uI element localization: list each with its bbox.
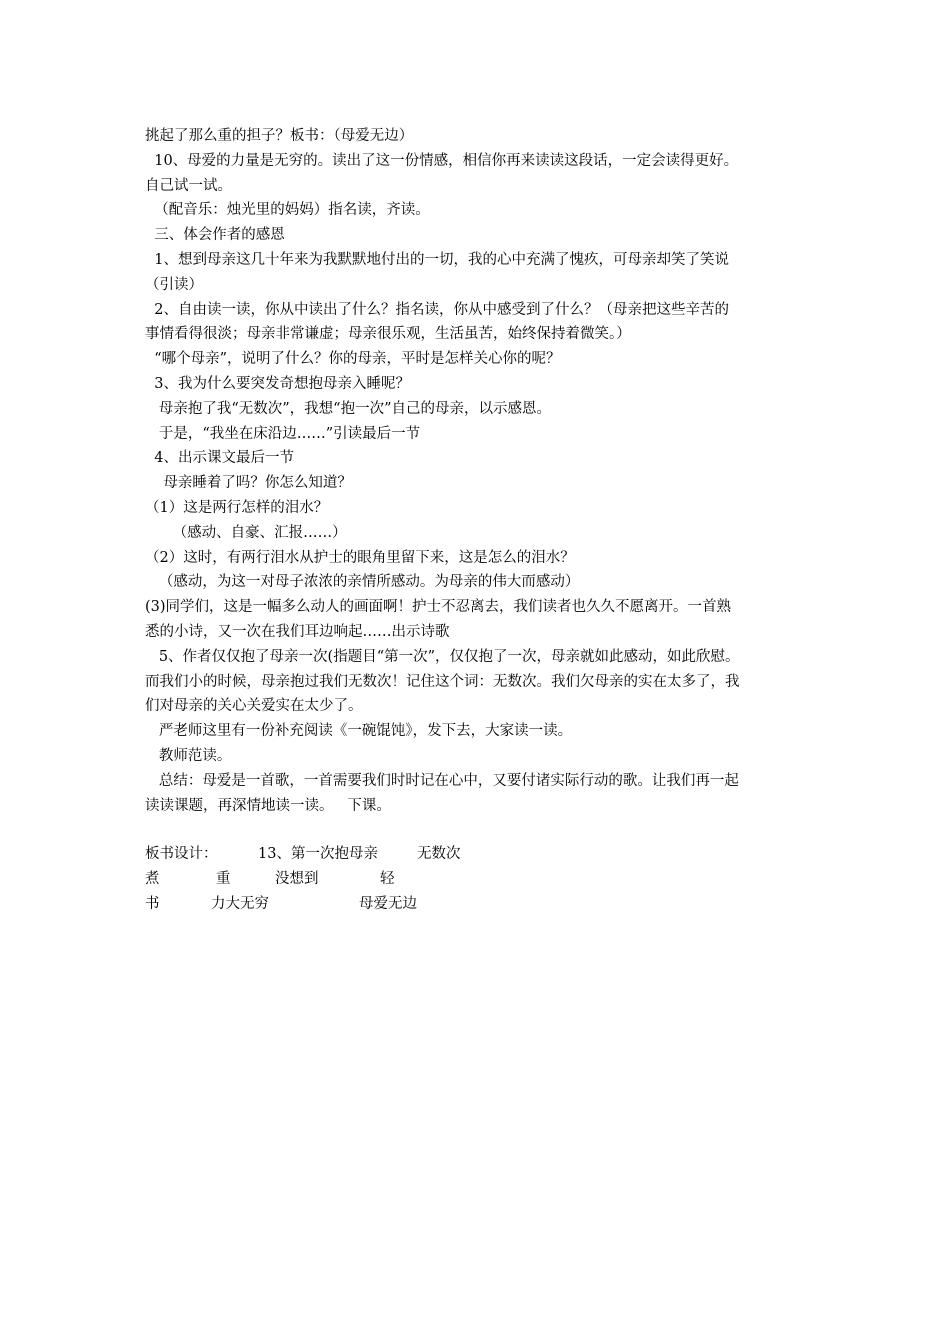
board-word: 无数次: [417, 846, 461, 863]
text-line: 母亲睡着了吗？你怎么知道？: [145, 475, 352, 492]
text-line: 3、我为什么要突发奇想抱母亲入睡呢？: [145, 375, 410, 392]
lesson-body: [145, 124, 825, 818]
board-label: 板书设计：: [145, 846, 218, 863]
text-line: （感动、自豪、汇报……）: [145, 524, 347, 541]
board-title: 13、第一次抱母亲: [258, 846, 378, 863]
text-line: 自己试一试。: [145, 177, 232, 194]
text-line: 1、想到母亲这几十年来为我默默地付出的一切，我的心中充满了愧疚，可母亲却笑了笑说: [145, 251, 729, 268]
board-cell: 没想到: [275, 871, 319, 888]
board-cell: 轻: [380, 871, 395, 888]
board-cell: 重: [216, 871, 231, 888]
board-row-2: [145, 867, 825, 892]
board-row-3: [145, 892, 825, 917]
board-cell: 书: [145, 895, 160, 912]
board-cell: 力大无穷: [211, 895, 269, 912]
text-line: 读读课题，再深情地读一读。 下课。: [145, 797, 391, 814]
text-line: 总结：母爱是一首歌，一首需要我们时时记在心中，又要付诸实际行动的歌。让我们再一起: [145, 772, 739, 789]
section-gap: [145, 818, 825, 842]
text-line: 母亲抱了我“无数次”，我想“抱一次”自己的母亲，以示感恩。: [145, 400, 551, 417]
text-line: “哪个母亲”，说明了什么？你的母亲，平时是怎样关心你的呢？: [145, 351, 561, 368]
board-design: [145, 842, 825, 916]
text-line: 们对母亲的关心关爱实在太少了。: [145, 698, 363, 715]
text-line: (3)同学们，这是一幅多么动人的画面啊！护士不忍离去，我们读者也久久不愿离开。一首熟: [145, 599, 732, 616]
text-line: 4、出示课文最后一节: [145, 450, 294, 467]
text-line: 事情看得很淡；母亲非常谦虚；母亲很乐观，生活虽苦，始终保持着微笑。）: [145, 326, 631, 343]
text-line: （2）这时，有两行泪水从护士的眼角里留下来，这是怎么的泪水？: [145, 549, 575, 566]
text-line: 而我们小的时候，母亲抱过我们无数次！记住这个词：无数次。我们欠母亲的实在太多了，我: [145, 673, 740, 690]
board-cell: 煮: [145, 871, 160, 888]
text-line: 挑起了那么重的担子？板书：（母爱无边）: [145, 128, 414, 144]
section-heading: 三、体会作者的感恩: [145, 227, 285, 244]
document-page: [145, 124, 825, 917]
board-cell: 母爱无边: [359, 895, 417, 912]
text-line: 严老师这里有一份补充阅读《一碗馄饨》，发下去，大家读一读。: [145, 723, 573, 740]
text-line: （引读）: [145, 276, 203, 293]
text-line: 教师范读。: [145, 747, 232, 764]
text-line: 悉的小诗，又一次在我们耳边响起……出示诗歌: [145, 623, 450, 640]
text-line: 2、自由读一读，你从中读出了什么？指名读，你从中感受到了什么？（母亲把这些辛苦的: [145, 301, 729, 318]
text-line: （1）这是两行怎样的泪水？: [145, 499, 329, 516]
text-line: 10、母爱的力量是无穷的。读出了这一份情感，相信你再来读读这段话，一定会读得更好。: [145, 152, 739, 169]
board-row-1: [145, 842, 825, 867]
text-line: （配音乐：烛光里的妈妈）指名读，齐读。: [145, 202, 430, 219]
text-line: 5、作者仅仅抱了母亲一次(指题目“第一次”，仅仅抱了一次，母亲就如此感动，如此欣慰。: [145, 648, 740, 665]
text-line: （感动，为这一对母子浓浓的亲情所感动。为母亲的伟大而感动）: [145, 574, 580, 591]
text-line: 于是，“我坐在床沿边……”引读最后一节: [145, 425, 421, 442]
